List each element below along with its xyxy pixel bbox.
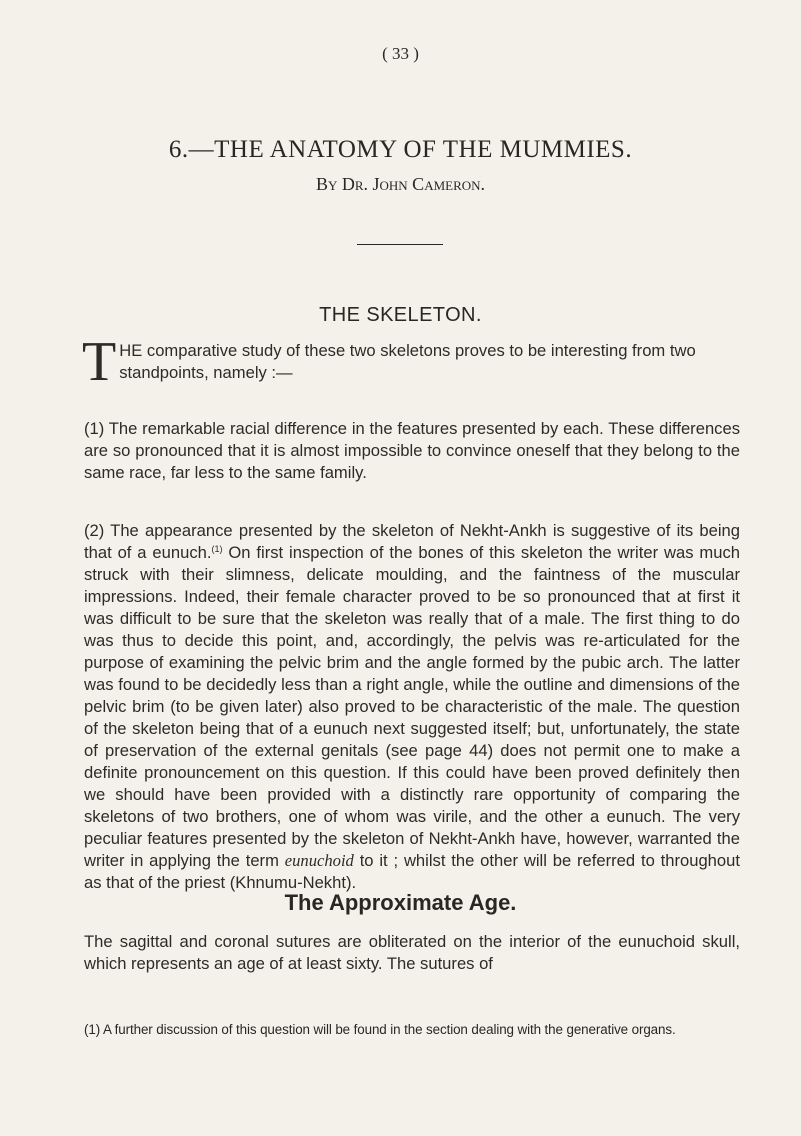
paragraph-2	[84, 520, 740, 894]
intro-text: comparative study of these two skeletons proves to be interesting from two standpoints, namely :—	[119, 341, 696, 382]
intro-paragraph	[82, 331, 740, 393]
section-title: THE SKELETON.	[319, 304, 482, 326]
intro-caps: HE	[119, 341, 143, 360]
divider-rule	[357, 244, 443, 245]
chapter-title: 6.—THE ANATOMY OF THE MUMMIES.	[168, 136, 633, 163]
footnote: (1) A further discussion of this question will be found in the section dealing with the generative organs.	[84, 1022, 676, 1037]
italic-term: eunuchoid	[284, 851, 354, 870]
paragraph-2-end: to it ; whilst the other will be referred to throughout as that of the priest (Khnumu-Nekht).	[84, 851, 740, 892]
author-line: By Dr. John Cameron.	[315, 174, 486, 194]
footnote-reference: (1)	[211, 544, 223, 554]
page-number: ( 33 )	[382, 44, 419, 63]
paragraph-2-middle: On first inspection of the bones of this skeleton the writer was much struck with their slimness, delicate moulding, and the faintness of the muscular impressions. Indeed, their female character proved to be so pronounced that at first it was difficult to be sure that the skeleton was really that of a male. The first thing to do was thus to decide this point, and, accordingly, the pelvis was re-articulated for the purpose of examining the pelvic brim and the angle formed by the pubic arch. The latter was found to be decidedly less than a right angle, while the outline and dimensions of the pelvic brim (to be given later) also proved to be characteristic of the male. The question of the skeleton being that of a eunuch next suggested itself; but, unfortunately, the state of preservation of the external genitals (see page 44) does not permit one to make a definite pronouncement on this question. If this could have been proved definitely then we should have been provided with a distinctly rare opportunity of comparing the skeletons of two brothers, one of whom was virile, and the other a eunuch. The very peculiar features presented by the skeleton of Nekht-Ankh have, however, warranted the writer in applying the term	[84, 543, 740, 870]
paragraph-1: (1) The remarkable racial difference in the features presented by each. These differences are so pronounced that it is almost impossible to convince oneself that they belong to the same race, far less to the same family.	[84, 419, 740, 482]
paragraph-3: The sagittal and coronal sutures are obliterated on the interior of the eunuchoid skull, which represents an age of at least sixty. The sutures of	[84, 932, 740, 973]
subsection-title: The Approximate Age.	[284, 890, 517, 915]
drop-cap: T	[82, 331, 117, 393]
paragraph-2-start: (2) The appearance presented by the skeleton of Nekht-Ankh is suggestive of its being that of a eunuch.	[84, 521, 740, 562]
